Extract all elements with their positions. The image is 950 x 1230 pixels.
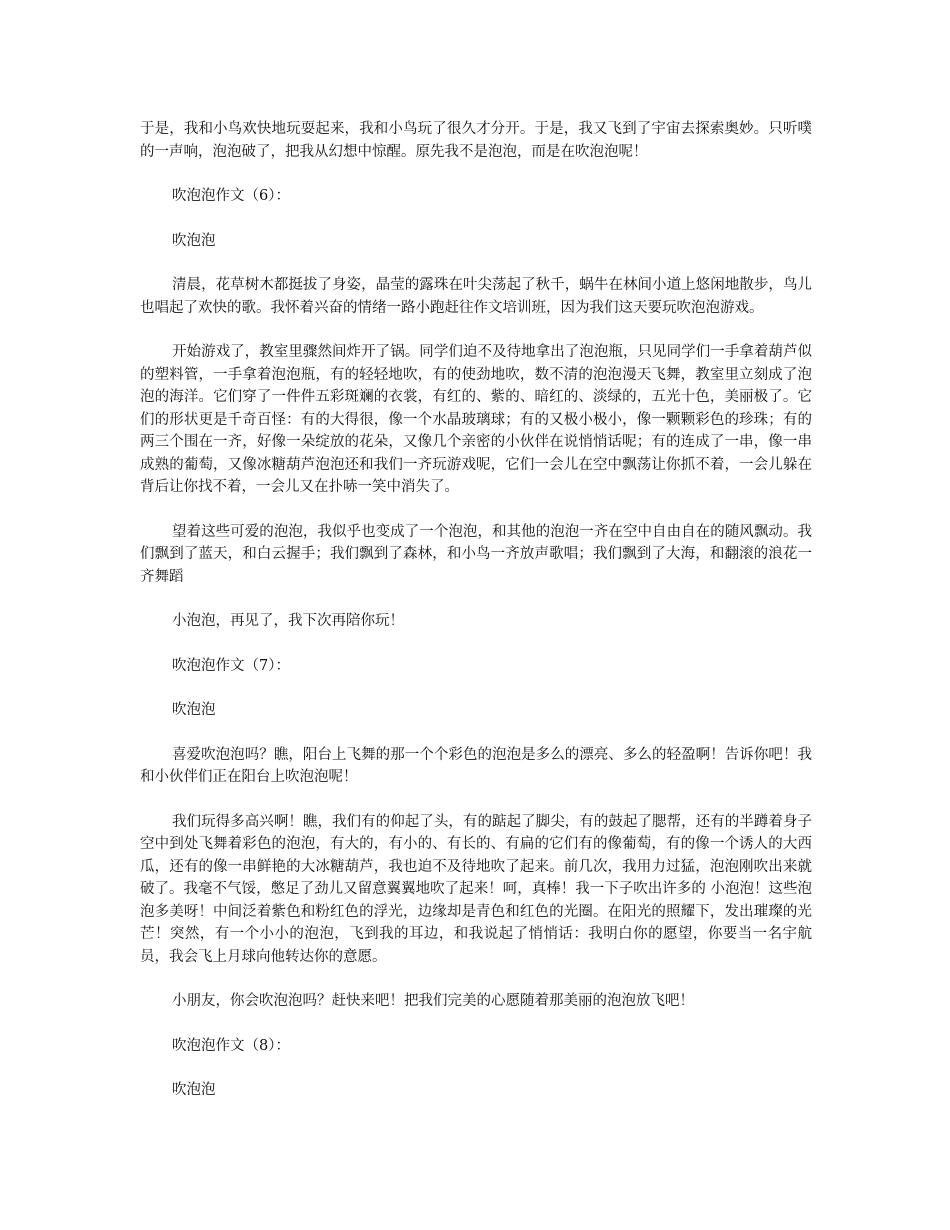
- essay-title: 吹泡泡: [172, 1082, 216, 1098]
- body-paragraph: 开始游戏了，教室里骤然间炸开了锅。同学们迫不及待地拿出了泡泡瓶，只见同学们一手拿着葫芦似的塑料管，一手拿着泡泡瓶，有的轻轻地吹，有的使劲地吹，数不清的泡泡漫天飞舞，教室里立刻成了泡泡的海洋。它们穿了一件件五彩斑斓的衣裳，有红的、紫的、暗红的、淡绿的，五光十色，美丽极了。它们的形状更是千奇百怪：有的大得很，像一个水晶玻璃球；有的又极小极小，像一颗颗彩色的珍珠；有的两三个围在一齐，好像一朵绽放的花朵，又像几个亲密的小伙伴在说悄悄话呢；有的连成了一串，像一串成熟的葡萄，又像冰糖葫芦泡泡还和我们一齐玩游戏呢，它们一会儿在空中飘荡让你抓不着，一会儿躲在背后让你找不着，一会儿又在扑哧一笑中消失了。: [140, 344, 812, 495]
- body-paragraph: 喜爱吹泡泡吗？瞧，阳台上飞舞的那一个个彩色的泡泡是多么的漂亮、多么的轻盈啊！告诉你吧！我和小伙伴们正在阳台上吹泡泡呢！: [140, 746, 812, 785]
- essay-heading: 吹泡泡作文（7）：: [172, 657, 290, 674]
- body-paragraph: 我们玩得多高兴啊！瞧，我们有的仰起了头，有的踮起了脚尖，有的鼓起了腮帮，还有的半蹲着身子空中到处飞舞着彩色的泡泡，有大的，有小的、有长的、有扁的它们有的像葡萄，有的像一个诱人的大西瓜，还有的像一串鲜艳的大冰糖葫芦，我也迫不及待地吹了起来。前几次，我用力过猛，泡泡刚吹出来就破了。我毫不气馁，憋足了劲儿又留意翼翼地吹了起来！呵，真棒！我一下子吹出许多的 小泡泡！这些泡泡多美呀！中间泛着紫色和粉红色的浮光，边缘却是青色和红色的光圈。在阳光的照耀下，发出璀璨的光芒！突然，有一个小小的泡泡，飞到我的耳边，和我说起了悄悄话：我明白你的愿望，你要当一名宇航员，我会飞上月球向他转达你的意愿。: [140, 813, 812, 965]
- body-paragraph: 于是，我和小鸟欢快地玩耍起来，我和小鸟玩了很久才分开。于是，我又飞到了宇宙去探索奥妙。只听噗的一声响，泡泡破了，把我从幻想中惊醒。原先我不是泡泡，而是在吹泡泡呢！: [140, 121, 812, 160]
- body-paragraph: 小泡泡，再见了，我下次再陪你玩！: [172, 613, 404, 629]
- document-body: [140, 118, 812, 1124]
- body-paragraph: 望着这些可爱的泡泡，我似乎也变成了一个泡泡，和其他的泡泡一齐在空中自由自在的随风飘动。我们飘到了蓝天，和白云握手；我们飘到了森林，和小鸟一齐放声歌唱；我们飘到了大海，和翻滚的浪花一齐舞蹈: [140, 523, 812, 585]
- body-paragraph: 清晨，花草树木都挺拔了身姿，晶莹的露珠在叶尖荡起了秋千，蜗牛在林间小道上悠闲地散步，鸟儿也唱起了欢快的歌。我怀着兴奋的情绪一路小跑赶往作文培训班，因为我们这天要玩吹泡泡游戏。: [140, 277, 812, 316]
- essay-heading: 吹泡泡作文（8）：: [172, 1037, 290, 1054]
- essay-heading: 吹泡泡作文（6）：: [172, 188, 290, 204]
- essay-title: 吹泡泡: [172, 702, 216, 718]
- body-paragraph: 小朋友，你会吹泡泡吗？赶快来吧！把我们完美的心愿随着那美丽的泡泡放飞吧！: [172, 993, 694, 1009]
- essay-title: 吹泡泡: [172, 232, 216, 249]
